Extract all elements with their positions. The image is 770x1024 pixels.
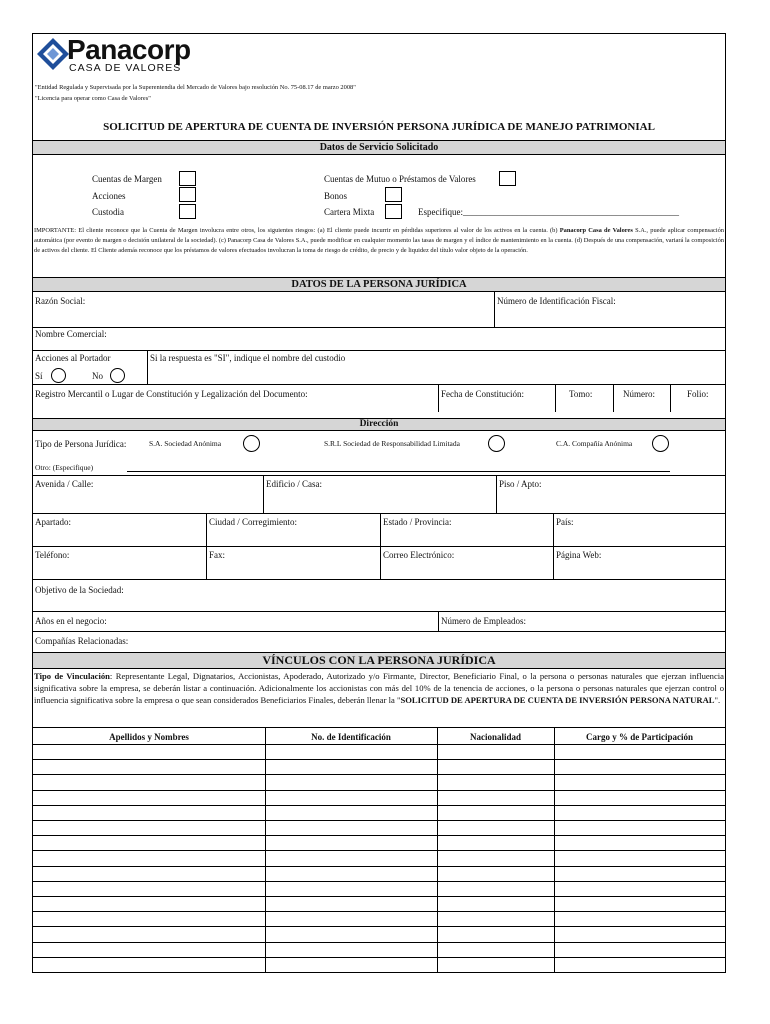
- city-label[interactable]: Ciudad / Corregimiento:: [209, 517, 297, 527]
- table-row[interactable]: [33, 942, 725, 943]
- entity-type-label: Tipo de Persona Jurídica:: [35, 439, 127, 449]
- mixed-portfolio-label: Cartera Mixta: [324, 207, 375, 217]
- specify-field[interactable]: Especifique:________________________________________________: [418, 207, 679, 217]
- other-type-label: Otro: (Especifique): [35, 463, 94, 472]
- links-table: [33, 727, 725, 973]
- bearer-yes-radio[interactable]: [51, 368, 66, 383]
- type-srl-label: S.R.L Sociedad de Responsabilidad Limitada: [324, 439, 460, 448]
- table-row[interactable]: [33, 896, 725, 897]
- margin-accounts-label: Cuentas de Margen: [92, 174, 162, 184]
- company-name-label[interactable]: Razón Social:: [35, 296, 86, 306]
- other-type-field[interactable]: [127, 471, 670, 472]
- table-row[interactable]: [33, 926, 725, 927]
- brand-name: Panacorp: [67, 34, 191, 65]
- table-row[interactable]: [33, 759, 725, 760]
- col-header-position: Cargo y % de Participación: [586, 732, 693, 742]
- tax-id-label[interactable]: Número de Identificación Fiscal:: [497, 296, 616, 306]
- street-label[interactable]: Avenida / Calle:: [35, 479, 94, 489]
- related-companies-label[interactable]: Compañías Relacionadas:: [35, 636, 129, 646]
- license-line-2: "Licencia para operar como Casa de Valores": [35, 95, 151, 102]
- number-label[interactable]: Número:: [623, 389, 655, 399]
- bearer-no-radio[interactable]: [110, 368, 125, 383]
- form-page: [32, 33, 726, 973]
- yes-label: Sí: [35, 371, 43, 381]
- custodian-note[interactable]: Si la respuesta es "SI", indique el nombre del custodio: [150, 353, 346, 363]
- bearer-shares-label: Acciones al Portador: [35, 353, 111, 363]
- trade-name-label[interactable]: Nombre Comercial:: [35, 329, 107, 339]
- table-row[interactable]: [33, 881, 725, 882]
- employees-label[interactable]: Número de Empleados:: [441, 616, 526, 626]
- loan-accounts-label: Cuentas de Mutuo o Préstamos de Valores: [324, 174, 476, 184]
- type-sa-label: S.A. Sociedad Anónima: [149, 439, 222, 448]
- loan-accounts-checkbox[interactable]: [499, 171, 516, 186]
- entity-section-heading: DATOS DE LA PERSONA JURÍDICA: [33, 277, 725, 292]
- po-box-label[interactable]: Apartado:: [35, 517, 71, 527]
- registry-label[interactable]: Registro Mercantil o Lugar de Constitución y Legalización del Documento:: [35, 389, 308, 399]
- type-ca-label: C.A. Compañía Anónima: [556, 439, 633, 448]
- custody-label: Custodia: [92, 207, 125, 217]
- bonds-checkbox[interactable]: [385, 187, 402, 202]
- fax-label[interactable]: Fax:: [209, 550, 226, 560]
- brand-tagline: CASA DE VALORES: [69, 62, 182, 74]
- building-label[interactable]: Edificio / Casa:: [266, 479, 322, 489]
- folio-label[interactable]: Folio:: [687, 389, 709, 399]
- bonds-label: Bonos: [324, 191, 348, 201]
- stocks-checkbox[interactable]: [179, 187, 196, 202]
- type-sa-radio[interactable]: [243, 435, 260, 452]
- panacorp-logo-icon: [36, 37, 70, 71]
- links-section-heading: VÍNCULOS CON LA PERSONA JURÍDICA: [33, 652, 725, 669]
- table-row[interactable]: [33, 850, 725, 851]
- incorporation-date-label[interactable]: Fecha de Constitución:: [441, 389, 524, 399]
- table-row[interactable]: [33, 957, 725, 958]
- no-label: No: [92, 371, 103, 381]
- stocks-label: Acciones: [92, 191, 126, 201]
- volume-label[interactable]: Tomo:: [569, 389, 593, 399]
- address-section-heading: Dirección: [33, 418, 725, 431]
- table-row[interactable]: [33, 911, 725, 912]
- col-header-names: Apellidos y Nombres: [109, 732, 189, 742]
- important-notice: IMPORTANTE: El cliente reconoce que la Cuenta de Margen involucra entre otros, los siguientes riesgos: (a) El cliente puede incurrir en pérdidas superiores al valor de los activos en la cuenta. (b) Panacorp Casa de Valores S.A., puede aplicar compensación automática (por evento de margen o decisión unilateral de la sociedad). (c) Panacorp Casa de Valores S.A., puede modificar en cualquier momento las tasas de margen y el índice de mantenimiento en la cuenta. (d) Después de una compensación, variará la composición de activos del cliente. El Cliente además reconoce que los préstamos de valores efectuados involucran la toma de riesgo de crédito, de precio y de liquidez del título valor objeto de la operación.: [34, 227, 724, 254]
- mixed-portfolio-checkbox[interactable]: [385, 204, 402, 219]
- purpose-label[interactable]: Objetivo de la Sociedad:: [35, 585, 124, 595]
- col-header-id: No. de Identificación: [311, 732, 391, 742]
- state-label[interactable]: Estado / Provincia:: [383, 517, 452, 527]
- country-label[interactable]: País:: [556, 517, 574, 527]
- phone-label[interactable]: Teléfono:: [35, 550, 70, 560]
- margin-accounts-checkbox[interactable]: [179, 171, 196, 186]
- floor-label[interactable]: Piso / Apto:: [499, 479, 542, 489]
- license-line-1: "Entidad Regulada y Supervisada por la Superentendia del Mercado de Valores bajo resolución No. 75-08.17 de marzo 2008": [35, 84, 356, 91]
- service-section-heading: Datos de Servicio Solicitado: [33, 140, 725, 155]
- type-srl-radio[interactable]: [488, 435, 505, 452]
- years-label[interactable]: Años en el negocio:: [35, 616, 107, 626]
- links-instructions: Tipo de Vinculación: Representante Legal, Dignatarios, Accionistas, Apoderado, Autorizado y/o Firmante, Director, Beneficiario Final, o la persona o personas naturales que ejerzan influencia significativa sobre la empresa, se deberán listar a continuación. Adicionalmente los accionistas con más del 10% de la tenencia de acciones, o la persona o personas naturales que ejerzan control o influencia significativa sobre la empresa o que sean considerados Beneficiarios Finales, deberán llenar la "SOLICITUD DE APERTURA DE CUENTA DE INVERSIÓN PERSONA NATURAL".: [34, 671, 724, 705]
- col-header-nationality: Nacionalidad: [469, 732, 521, 742]
- table-row[interactable]: [33, 790, 725, 791]
- table-row[interactable]: [33, 805, 725, 806]
- table-row[interactable]: [33, 820, 725, 821]
- website-label[interactable]: Página Web:: [556, 550, 602, 560]
- form-title: SOLICITUD DE APERTURA DE CUENTA DE INVERSIÓN PERSONA JURÍDICA DE MANEJO PATRIMONIAL: [103, 121, 655, 133]
- table-row[interactable]: [33, 774, 725, 775]
- type-ca-radio[interactable]: [652, 435, 669, 452]
- table-row[interactable]: [33, 835, 725, 836]
- custody-checkbox[interactable]: [179, 204, 196, 219]
- email-label[interactable]: Correo Electrónico:: [383, 550, 455, 560]
- table-row[interactable]: [33, 744, 725, 745]
- table-row[interactable]: [33, 866, 725, 867]
